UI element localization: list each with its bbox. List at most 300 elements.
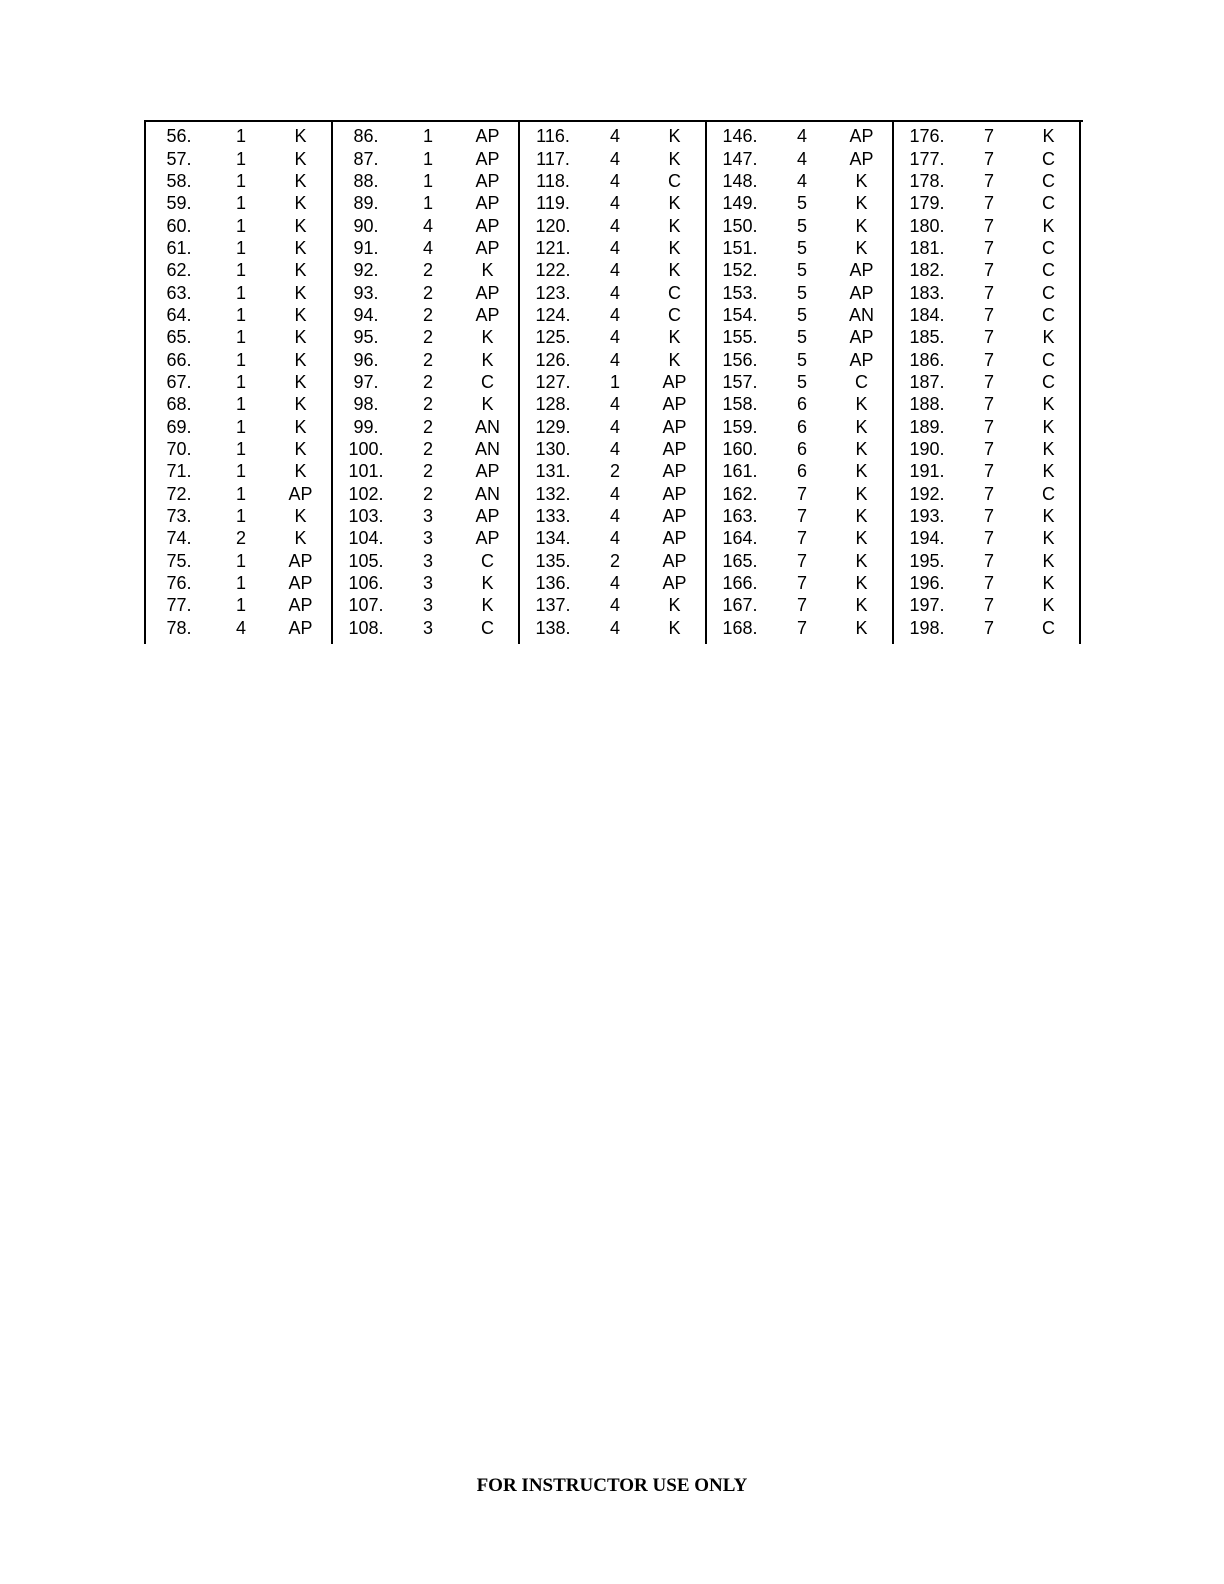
cognitive-level: AP — [662, 506, 687, 527]
question-number: 176. — [909, 126, 945, 147]
question-number: 97. — [353, 371, 379, 392]
cognitive-level: AP — [662, 550, 687, 571]
question-number: 120. — [535, 215, 571, 236]
cognitive-level: AP — [662, 394, 687, 415]
table-row — [520, 438, 705, 460]
table-row — [894, 393, 1079, 415]
chapter-number: 7 — [983, 483, 994, 504]
table-row — [333, 348, 518, 370]
cognitive-level: K — [1042, 550, 1055, 571]
cognitive-level: AN — [848, 304, 874, 325]
chapter-number: 1 — [235, 438, 246, 459]
table-row — [146, 147, 331, 169]
table-row — [333, 125, 518, 147]
question-number: 153. — [722, 282, 758, 303]
chapter-number: 1 — [235, 595, 246, 616]
cognitive-level: K — [481, 573, 494, 594]
chapter-number: 1 — [235, 573, 246, 594]
chapter-number: 2 — [422, 438, 433, 459]
cognitive-level: K — [294, 170, 307, 191]
chapter-number: 5 — [796, 215, 807, 236]
question-number: 185. — [909, 327, 945, 348]
question-number: 61. — [166, 237, 192, 258]
chapter-number: 5 — [796, 237, 807, 258]
question-number: 76. — [166, 573, 192, 594]
cognitive-level: K — [294, 438, 307, 459]
table-row — [894, 304, 1079, 326]
cognitive-level: C — [1042, 349, 1055, 370]
cognitive-level: AP — [849, 260, 874, 281]
cognitive-level: K — [294, 193, 307, 214]
table-row — [894, 281, 1079, 303]
chapter-number: 7 — [983, 461, 994, 482]
table-row — [333, 237, 518, 259]
cognitive-level: K — [294, 215, 307, 236]
question-number: 190. — [909, 438, 945, 459]
question-number: 71. — [166, 461, 192, 482]
question-number: 180. — [909, 215, 945, 236]
chapter-number: 4 — [609, 282, 620, 303]
chapter-number: 7 — [983, 528, 994, 549]
question-number: 87. — [353, 148, 379, 169]
chapter-number: 7 — [796, 573, 807, 594]
table-row — [707, 281, 892, 303]
chapter-number: 4 — [609, 304, 620, 325]
table-row — [333, 259, 518, 281]
chapter-number: 1 — [235, 550, 246, 571]
chapter-number: 7 — [983, 193, 994, 214]
cognitive-level: K — [1042, 126, 1055, 147]
chapter-number: 2 — [422, 327, 433, 348]
cognitive-level: C — [481, 617, 494, 638]
question-number: 132. — [535, 483, 571, 504]
chapter-number: 5 — [796, 304, 807, 325]
question-number: 165. — [722, 550, 758, 571]
question-number: 187. — [909, 371, 945, 392]
question-number: 56. — [166, 126, 192, 147]
question-number: 184. — [909, 304, 945, 325]
chapter-number: 2 — [422, 260, 433, 281]
table-row — [520, 505, 705, 527]
cognitive-level: K — [855, 215, 868, 236]
chapter-number: 1 — [422, 193, 433, 214]
question-number: 163. — [722, 506, 758, 527]
table-row — [894, 483, 1079, 505]
cognitive-level: AP — [662, 416, 687, 437]
chapter-number: 4 — [609, 126, 620, 147]
chapter-number: 4 — [609, 193, 620, 214]
chapter-number: 2 — [422, 416, 433, 437]
question-number: 156. — [722, 349, 758, 370]
question-number: 106. — [348, 573, 384, 594]
chapter-number: 1 — [235, 170, 246, 191]
question-number: 128. — [535, 394, 571, 415]
cognitive-level: C — [1042, 282, 1055, 303]
chapter-number: 1 — [235, 394, 246, 415]
chapter-number: 1 — [235, 416, 246, 437]
chapter-number: 4 — [609, 215, 620, 236]
chapter-number: 7 — [796, 528, 807, 549]
chapter-number: 7 — [983, 595, 994, 616]
cognitive-level: AP — [288, 483, 313, 504]
question-number: 155. — [722, 327, 758, 348]
chapter-number: 7 — [983, 327, 994, 348]
question-number: 129. — [535, 416, 571, 437]
table-row — [894, 326, 1079, 348]
cognitive-level: K — [668, 215, 681, 236]
table-row — [333, 326, 518, 348]
cognitive-level: C — [481, 371, 494, 392]
table-row — [146, 304, 331, 326]
cognitive-level: K — [1042, 416, 1055, 437]
question-number: 181. — [909, 237, 945, 258]
chapter-number: 6 — [796, 438, 807, 459]
chapter-number: 7 — [796, 617, 807, 638]
table-row — [520, 415, 705, 437]
table-row — [333, 170, 518, 192]
chapter-number: 2 — [422, 304, 433, 325]
question-number: 188. — [909, 394, 945, 415]
chapter-number: 7 — [983, 550, 994, 571]
cognitive-level: AP — [475, 215, 500, 236]
chapter-number: 1 — [235, 237, 246, 258]
question-number: 86. — [353, 126, 379, 147]
question-number: 117. — [536, 148, 570, 169]
chapter-number: 1 — [235, 483, 246, 504]
question-number: 146. — [722, 126, 758, 147]
table-row — [894, 572, 1079, 594]
question-number: 122. — [535, 260, 571, 281]
question-number: 116. — [536, 126, 570, 147]
question-number: 196. — [909, 573, 945, 594]
chapter-number: 1 — [235, 371, 246, 392]
question-number: 91. — [353, 237, 379, 258]
chapter-number: 4 — [609, 528, 620, 549]
cognitive-level: K — [668, 237, 681, 258]
chapter-number: 7 — [983, 438, 994, 459]
question-number: 192. — [909, 483, 945, 504]
chapter-number: 4 — [609, 237, 620, 258]
question-number: 154. — [722, 304, 758, 325]
question-number: 59. — [166, 193, 192, 214]
table-row — [520, 192, 705, 214]
cognitive-level: AP — [475, 193, 500, 214]
cognitive-level: AP — [662, 371, 687, 392]
table-row — [520, 281, 705, 303]
chapter-number: 3 — [422, 528, 433, 549]
question-number: 148. — [722, 170, 758, 191]
table-row — [707, 572, 892, 594]
table-row — [707, 527, 892, 549]
question-number: 64. — [166, 304, 192, 325]
table-row — [520, 393, 705, 415]
chapter-number: 6 — [796, 416, 807, 437]
table-row — [520, 147, 705, 169]
table-row — [520, 304, 705, 326]
question-number: 166. — [722, 573, 758, 594]
cognitive-level: K — [481, 394, 494, 415]
cognitive-level: K — [668, 148, 681, 169]
cognitive-level: AP — [849, 349, 874, 370]
chapter-number: 2 — [422, 461, 433, 482]
question-number: 95. — [353, 327, 379, 348]
table-row — [520, 170, 705, 192]
cognitive-level: AP — [475, 282, 500, 303]
cognitive-level: C — [1042, 617, 1055, 638]
question-number: 60. — [166, 215, 192, 236]
chapter-number: 7 — [983, 304, 994, 325]
question-number: 69. — [166, 416, 192, 437]
table-row — [707, 438, 892, 460]
cognitive-level: K — [668, 193, 681, 214]
chapter-number: 4 — [796, 126, 807, 147]
question-number: 162. — [722, 483, 758, 504]
question-number: 160. — [722, 438, 758, 459]
table-row — [707, 237, 892, 259]
table-row — [146, 371, 331, 393]
cognitive-level: K — [855, 438, 868, 459]
chapter-number: 7 — [983, 282, 994, 303]
cognitive-level: K — [294, 528, 307, 549]
question-number: 119. — [536, 193, 570, 214]
chapter-number: 1 — [235, 506, 246, 527]
cognitive-level: K — [668, 595, 681, 616]
cognitive-level: AP — [662, 528, 687, 549]
chapter-number: 2 — [422, 483, 433, 504]
question-number: 151. — [722, 237, 758, 258]
table-row — [333, 438, 518, 460]
question-number: 98. — [353, 394, 379, 415]
question-number: 157. — [722, 371, 758, 392]
cognitive-level: C — [1042, 148, 1055, 169]
table-row — [894, 214, 1079, 236]
chapter-number: 1 — [422, 126, 433, 147]
chapter-number: 1 — [235, 327, 246, 348]
chapter-number: 2 — [609, 550, 620, 571]
table-row — [146, 393, 331, 415]
question-number: 130. — [535, 438, 571, 459]
cognitive-level: K — [294, 416, 307, 437]
table-row — [894, 259, 1079, 281]
cognitive-level: K — [294, 327, 307, 348]
question-number: 191. — [909, 461, 945, 482]
cognitive-level: K — [294, 461, 307, 482]
cognitive-level: K — [294, 371, 307, 392]
cognitive-level: AP — [662, 573, 687, 594]
question-number: 135. — [535, 550, 571, 571]
chapter-number: 2 — [422, 371, 433, 392]
cognitive-level: K — [1042, 394, 1055, 415]
question-number: 100. — [348, 438, 384, 459]
table-row — [520, 594, 705, 616]
table-row — [146, 505, 331, 527]
chapter-number: 7 — [796, 550, 807, 571]
question-number: 182. — [909, 260, 945, 281]
table-row — [333, 483, 518, 505]
cognitive-level: K — [1042, 215, 1055, 236]
question-number: 96. — [353, 349, 379, 370]
table-row — [146, 259, 331, 281]
table-row — [146, 550, 331, 572]
question-number: 72. — [166, 483, 192, 504]
cognitive-level: C — [1042, 193, 1055, 214]
question-number: 102. — [348, 483, 384, 504]
table-row — [146, 572, 331, 594]
question-number: 177. — [909, 148, 945, 169]
chapter-number: 6 — [796, 394, 807, 415]
question-number: 150. — [722, 215, 758, 236]
cognitive-level: K — [855, 461, 868, 482]
cognitive-level: K — [855, 550, 868, 571]
question-number: 89. — [353, 193, 379, 214]
chapter-number: 4 — [609, 260, 620, 281]
table-row — [520, 371, 705, 393]
question-number: 183. — [909, 282, 945, 303]
table-row — [520, 572, 705, 594]
table-row — [333, 192, 518, 214]
cognitive-level: C — [1042, 304, 1055, 325]
question-number: 99. — [353, 416, 379, 437]
chapter-number: 7 — [983, 573, 994, 594]
cognitive-level: K — [668, 260, 681, 281]
chapter-number: 1 — [235, 349, 246, 370]
chapter-number: 4 — [609, 416, 620, 437]
chapter-number: 5 — [796, 260, 807, 281]
chapter-number: 4 — [609, 438, 620, 459]
table-row — [520, 326, 705, 348]
cognitive-level: C — [1042, 371, 1055, 392]
chapter-number: 5 — [796, 349, 807, 370]
chapter-number: 4 — [796, 170, 807, 191]
table-row — [520, 527, 705, 549]
cognitive-level: C — [668, 282, 681, 303]
cognitive-level: K — [294, 260, 307, 281]
table-row — [520, 125, 705, 147]
table-row — [707, 214, 892, 236]
table-row — [894, 170, 1079, 192]
chapter-number: 1 — [235, 215, 246, 236]
question-number: 63. — [166, 282, 192, 303]
table-row — [520, 483, 705, 505]
question-number: 108. — [348, 617, 384, 638]
table-row — [333, 594, 518, 616]
question-number: 121. — [535, 237, 571, 258]
question-number: 127. — [535, 371, 571, 392]
table-row — [894, 438, 1079, 460]
chapter-number: 1 — [235, 126, 246, 147]
table-row — [146, 125, 331, 147]
question-number: 90. — [353, 215, 379, 236]
answer-column-block — [520, 122, 707, 644]
table-row — [707, 259, 892, 281]
cognitive-level: K — [481, 327, 494, 348]
table-row — [333, 550, 518, 572]
cognitive-level: K — [855, 595, 868, 616]
question-number: 197. — [909, 595, 945, 616]
chapter-number: 1 — [235, 260, 246, 281]
cognitive-level: AP — [475, 506, 500, 527]
table-row — [894, 550, 1079, 572]
cognitive-level: AP — [849, 282, 874, 303]
chapter-number: 7 — [983, 506, 994, 527]
table-row — [520, 348, 705, 370]
question-number: 73. — [166, 506, 192, 527]
table-row — [333, 304, 518, 326]
table-row — [333, 572, 518, 594]
question-number: 159. — [722, 416, 758, 437]
cognitive-level: K — [855, 394, 868, 415]
table-row — [333, 214, 518, 236]
question-number: 195. — [909, 550, 945, 571]
cognitive-level: K — [1042, 327, 1055, 348]
table-row — [707, 348, 892, 370]
cognitive-level: K — [294, 126, 307, 147]
chapter-number: 2 — [609, 461, 620, 482]
chapter-number: 4 — [609, 595, 620, 616]
cognitive-level: C — [1042, 170, 1055, 191]
chapter-number: 7 — [983, 416, 994, 437]
question-number: 136. — [535, 573, 571, 594]
chapter-number: 5 — [796, 371, 807, 392]
cognitive-level: AP — [475, 304, 500, 325]
question-number: 107. — [348, 595, 384, 616]
cognitive-level: K — [668, 126, 681, 147]
cognitive-level: AP — [288, 617, 313, 638]
question-number: 178. — [909, 170, 945, 191]
cognitive-level: K — [855, 483, 868, 504]
cognitive-level: K — [294, 394, 307, 415]
question-number: 133. — [535, 506, 571, 527]
answer-key-table — [144, 120, 1083, 644]
chapter-number: 7 — [796, 595, 807, 616]
table-row — [146, 483, 331, 505]
chapter-number: 3 — [422, 617, 433, 638]
answer-column-block — [707, 122, 894, 644]
cognitive-level: AP — [475, 126, 500, 147]
table-row — [894, 505, 1079, 527]
question-number: 62. — [166, 260, 192, 281]
question-number: 152. — [722, 260, 758, 281]
table-row — [707, 371, 892, 393]
table-row — [707, 550, 892, 572]
answer-column-block — [144, 122, 333, 644]
cognitive-level: K — [481, 595, 494, 616]
cognitive-level: C — [668, 304, 681, 325]
table-row — [707, 393, 892, 415]
chapter-number: 4 — [609, 394, 620, 415]
table-row — [520, 617, 705, 639]
question-number: 75. — [166, 550, 192, 571]
question-number: 118. — [536, 170, 570, 191]
cognitive-level: K — [855, 528, 868, 549]
question-number: 149. — [722, 193, 758, 214]
chapter-number: 7 — [983, 148, 994, 169]
cognitive-level: AP — [475, 528, 500, 549]
cognitive-level: AP — [475, 461, 500, 482]
question-number: 193. — [909, 506, 945, 527]
table-row — [146, 460, 331, 482]
chapter-number: 3 — [422, 506, 433, 527]
chapter-number: 1 — [235, 461, 246, 482]
chapter-number: 4 — [609, 506, 620, 527]
cognitive-level: AN — [474, 416, 500, 437]
chapter-number: 2 — [422, 349, 433, 370]
question-number: 101. — [348, 461, 384, 482]
chapter-number: 4 — [422, 215, 433, 236]
cognitive-level: AP — [849, 126, 874, 147]
question-number: 168. — [722, 617, 758, 638]
question-number: 57. — [166, 148, 192, 169]
